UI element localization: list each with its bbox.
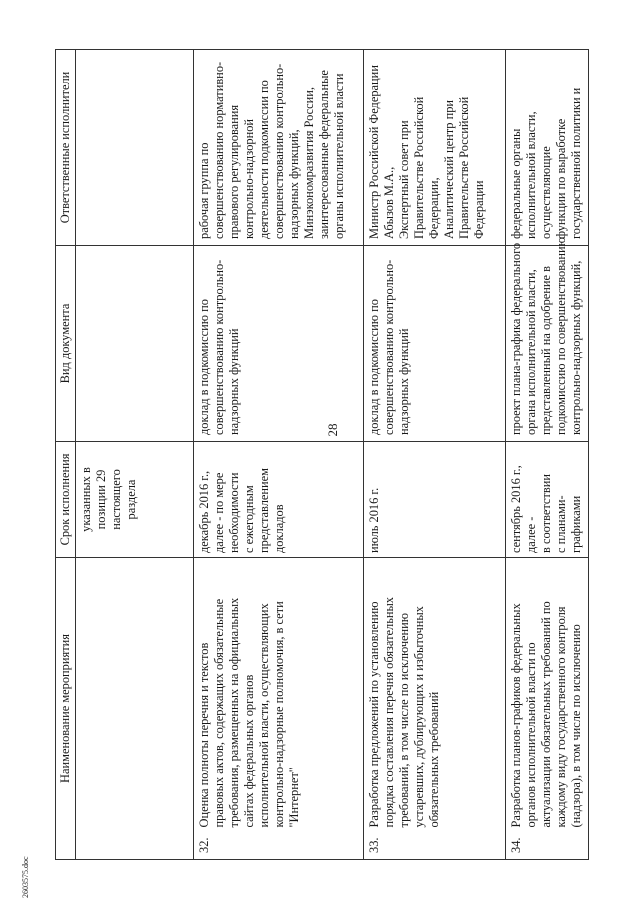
text-line: совершенствованию нормативно-: [212, 61, 226, 239]
cell-term: [364, 442, 506, 558]
cell-exec: [364, 50, 506, 246]
text-line: надзорных функций,: [287, 129, 301, 239]
text-line: исполнительной власти, осуществляющих: [257, 603, 271, 828]
text-line: (надзора), в том числе по исключению: [569, 624, 583, 828]
text-line: подкомиссию по совершенствованию: [554, 237, 568, 435]
row-number: 32.: [194, 830, 364, 860]
text-line: правовых актов, содержащих обязательные: [212, 598, 226, 828]
rotated-page-area: [55, 50, 595, 860]
text-line: "Интернет": [287, 767, 301, 828]
text-line: Министр Российской Федерации: [367, 65, 381, 239]
text-line: необходимости: [227, 472, 241, 553]
text-line: исполнительной власти,: [524, 111, 538, 239]
header-doc: Вид документа: [56, 246, 76, 442]
text-line: Разработка планов-графиков федеральных: [509, 603, 523, 828]
text-line: требования, размещенных на официальных: [227, 597, 241, 828]
cell-term: [506, 442, 589, 558]
text-line: с планами-: [554, 495, 568, 553]
continuation-row: [76, 50, 194, 860]
text-line: каждому виду государственного контроля: [554, 606, 568, 828]
cell-term: [76, 442, 194, 558]
text-line: совершенствованию контрольно-: [212, 259, 226, 435]
table-row: [194, 50, 364, 860]
text-line: контрольно-надзорные полномочия, в сети: [272, 601, 286, 828]
cell-name: [364, 558, 506, 830]
cell-num: [76, 830, 194, 860]
text-line: надзорных функций: [227, 328, 241, 435]
text-line: раздела: [124, 479, 138, 520]
text-line: настоящего: [109, 469, 123, 530]
text-line: совершенствованию контрольно-: [382, 259, 396, 435]
cell-term: [194, 442, 364, 558]
cell-doc: [194, 246, 364, 442]
text-line: органа исполнительной власти,: [524, 269, 538, 435]
text-line: осуществляющие: [539, 146, 553, 239]
table-row: [506, 50, 589, 860]
table-row: [364, 50, 506, 860]
text-line: сентябрь 2016 г.,: [509, 465, 523, 553]
text-line: надзорных функций: [397, 328, 411, 435]
text-line: графиками: [569, 495, 583, 553]
text-line: функции по выработке: [554, 118, 568, 239]
text-line: Федерации,: [427, 177, 441, 239]
text-line: Минэкономразвития России,: [302, 87, 316, 239]
text-line: Федерации: [472, 180, 486, 239]
text-line: Правительстве Российской: [412, 96, 426, 239]
text-line: проект плана-графика федерального: [509, 242, 523, 435]
text-line: требований, в том числе по исключению: [397, 612, 411, 828]
text-line: контрольно-надзорной: [242, 118, 256, 239]
text-line: далее - по мере: [212, 472, 226, 553]
text-line: органов исполнительной власти по: [524, 642, 538, 828]
table-header-row: [56, 50, 76, 860]
text-line: далее -: [524, 516, 538, 553]
cell-doc: [364, 246, 506, 442]
header-exec: Ответственные исполнители: [56, 50, 76, 246]
cell-name: [194, 558, 364, 830]
text-line: правового регулирования: [227, 104, 241, 239]
text-line: Экспертный совет при: [397, 120, 411, 239]
text-line: федеральные органы: [509, 128, 523, 239]
row-number: 33.: [364, 830, 506, 860]
row-number: 34.: [506, 830, 589, 860]
text-line: Оценка полноты перечня и текстов: [197, 642, 211, 828]
measures-table: [55, 49, 589, 860]
header-term: Срок исполнения: [56, 442, 76, 558]
text-line: июль 2016 г.: [367, 487, 381, 553]
text-line: представленный на одобрение в: [539, 266, 553, 435]
text-line: деятельности подкомиссии по: [257, 80, 271, 239]
text-line: Аналитический центр при: [442, 99, 456, 239]
text-line: рабочая группа по: [197, 142, 211, 239]
text-line: с ежегодным: [242, 485, 256, 553]
text-line: устаревших, дублирующих и избыточных: [412, 606, 426, 828]
text-line: совершенствованию контрольно-: [272, 63, 286, 239]
text-line: указанных в: [79, 467, 93, 532]
text-line: представлением: [257, 467, 271, 553]
text-line: органы исполнительной власти: [332, 73, 346, 239]
text-line: докладов: [272, 504, 286, 553]
text-line: в соответствии: [539, 474, 553, 553]
cell-exec: [76, 50, 194, 246]
text-line: сайтах федеральных органов: [242, 674, 256, 828]
text-line: обязательных требований: [427, 691, 441, 828]
text-line: доклад в подкомиссию по: [367, 299, 381, 435]
text-line: контрольно-надзорных функций,: [569, 260, 583, 435]
text-line: Разработка предложений по установлению: [367, 601, 381, 828]
cell-name: [76, 558, 194, 830]
text-line: заинтересованные федеральные: [317, 70, 331, 239]
text-line: актуализации обязательных требований по: [539, 601, 553, 828]
cell-exec: [194, 50, 364, 246]
text-line: Правительстве Российской: [457, 96, 471, 239]
text-line: Абызов М.А.,: [382, 166, 396, 239]
table-frame: [55, 50, 595, 860]
text-line: декабрь 2016 г.,: [197, 470, 211, 553]
cell-doc: [76, 246, 194, 442]
cell-name: [506, 558, 589, 830]
cell-doc: [506, 237, 589, 442]
page-number: 28: [325, 423, 340, 437]
text-line: доклад в подкомиссию по: [197, 299, 211, 435]
document-id: 2603575.doc: [21, 856, 30, 898]
cell-exec: [506, 50, 589, 246]
header-name: Наименование мероприятия: [56, 558, 76, 860]
text-line: государственной политики и: [569, 87, 583, 239]
text-line: позиции 29: [94, 469, 108, 530]
text-line: порядка составления перечня обязательных: [382, 597, 396, 828]
